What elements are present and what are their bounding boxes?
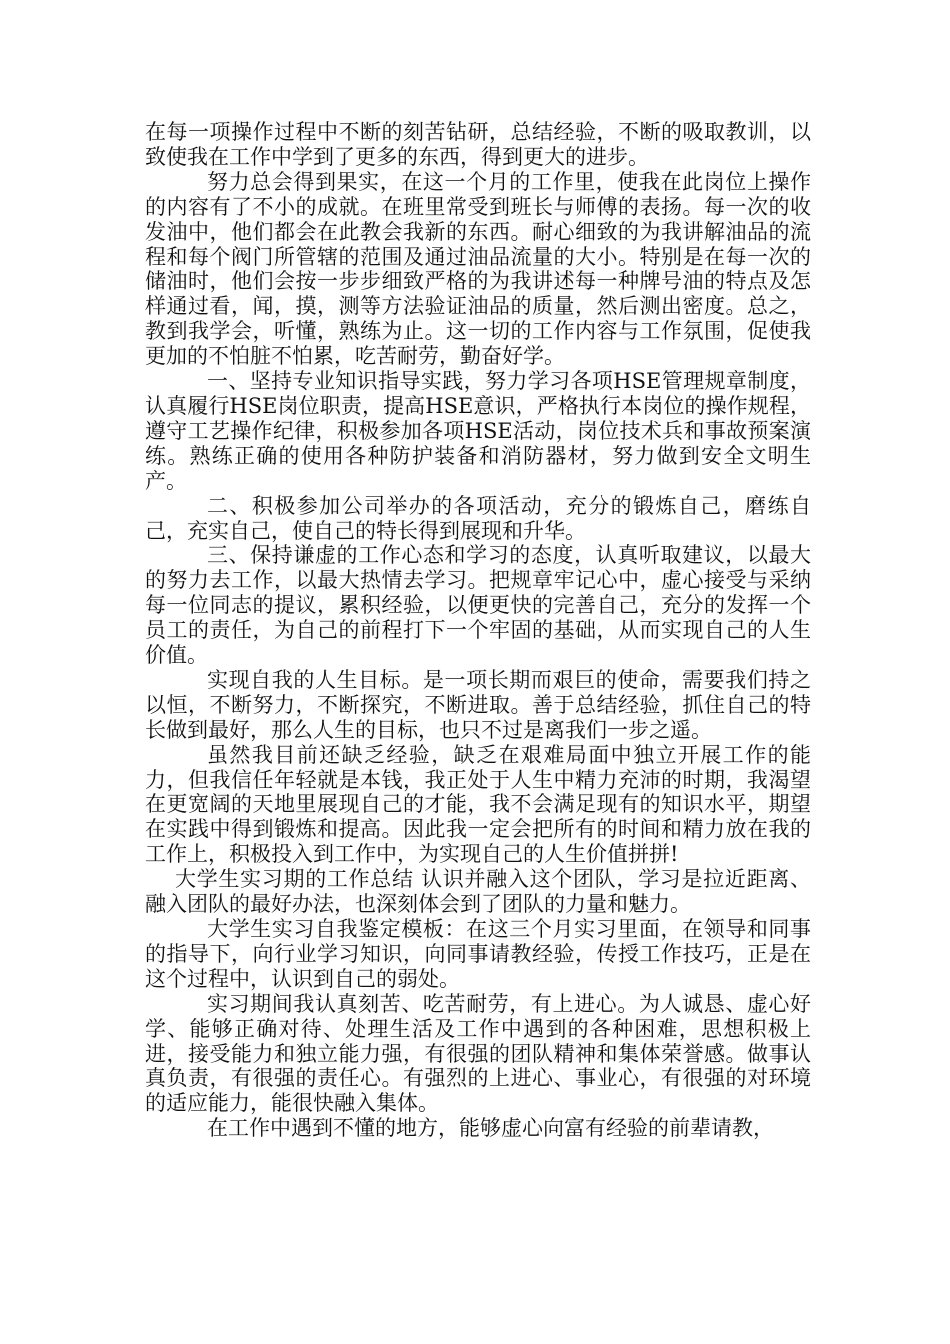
paragraph-3: 一、坚持专业知识指导实践，努力学习各项HSE管理规章制度，认真履行HSE岗位职责，提高HSE意识，严格执行本岗位的操作规程，遵守工艺操作纪律，积极参加各项HSE活动，岗位技术兵和事故预案演练。熟练正确的使用各种防护装备和消防器材，努力做到安全文明生产。 — [145, 369, 811, 493]
paragraph-2: 努力总会得到果实，在这一个月的工作里，使我在此岗位上操作的内容有了不小的成就。在班里常受到班长与师傅的表扬。每一次的收发油中，他们都会在此教会我新的东西。耐心细致的为我讲解油品的流程和每个阀门所管辖的范围及通过油品流量的大小。特别是在每一次的储油时，他们会按一步步细致严格的为我讲述每一种牌号油的特点及怎样通过看，闻，摸，测等方法验证油品的质量，然后测出密度。总之，教到我学会，听懂，熟练为止。这一切的工作内容与工作氛围，促使我更加的不怕脏不怕累，吃苦耐劳，勤奋好学。 — [145, 169, 811, 369]
paragraph-6: 实现自我的人生目标。是一项长期而艰巨的使命，需要我们持之以恒，不断努力，不断探究，不断进取。善于总结经验，抓住自己的特长做到最好，那么人生的目标，也只不过是离我们一步之遥。 — [145, 667, 811, 742]
paragraph-7: 虽然我目前还缺乏经验，缺乏在艰难局面中独立开展工作的能力，但我信任年轻就是本钱，我正处于人生中精力充沛的时期，我渴望在更宽阔的天地里展现自己的才能，我不会满足现有的知识水平，期望在实践中得到锻炼和提高。因此我一定会把所有的时间和精力放在我的工作上，积极投入到工作中，为实现自己的人生价值拼拼! — [145, 742, 811, 867]
document-page — [145, 120, 811, 1141]
paragraph-5: 三、保持谦虚的工作心态和学习的态度，认真听取建议，以最大的努力去工作，以最大热情去学习。把规章牢记心中，虚心接受与采纳每一位同志的提议，累积经验，以便更快的完善自己，充分的发挥一个员工的责任，为自己的前程打下一个牢固的基础，从而实现自己的人生价值。 — [145, 543, 811, 668]
paragraph-11: 在工作中遇到不懂的地方，能够虚心向富有经验的前辈请教， — [207, 1116, 774, 1141]
paragraph-4: 二、积极参加公司举办的各项活动，充分的锻炼自己，磨练自己，充实自己，使自己的特长得到展现和升华。 — [145, 493, 811, 543]
paragraph-8: 大学生实习期的工作总结 认识并融入这个团队，学习是拉近距离、融入团队的最好办法，也深刻体会到了团队的力量和魅力。 — [145, 867, 811, 917]
paragraph-9: 大学生实习自我鉴定模板：在这三个月实习里面，在领导和同事的指导下，向行业学习知识，向同事请教经验，传授工作技巧，正是在这个过程中，认识到自己的弱处。 — [145, 917, 811, 991]
paragraph-1: 在每一项操作过程中不断的刻苦钻研，总结经验，不断的吸取教训，以致使我在工作中学到了更多的东西，得到更大的进步。 — [145, 120, 811, 169]
paragraph-10: 实习期间我认真刻苦、吃苦耐劳，有上进心。为人诚恳、虚心好学、能够正确对待、处理生活及工作中遇到的各种困难，思想积极上进，接受能力和独立能力强，有很强的团队精神和集体荣誉感。做事认真负责，有很强的责任心。有强烈的上进心、事业心，有很强的对环境的适应能力，能很快融入集体。 — [145, 991, 811, 1116]
